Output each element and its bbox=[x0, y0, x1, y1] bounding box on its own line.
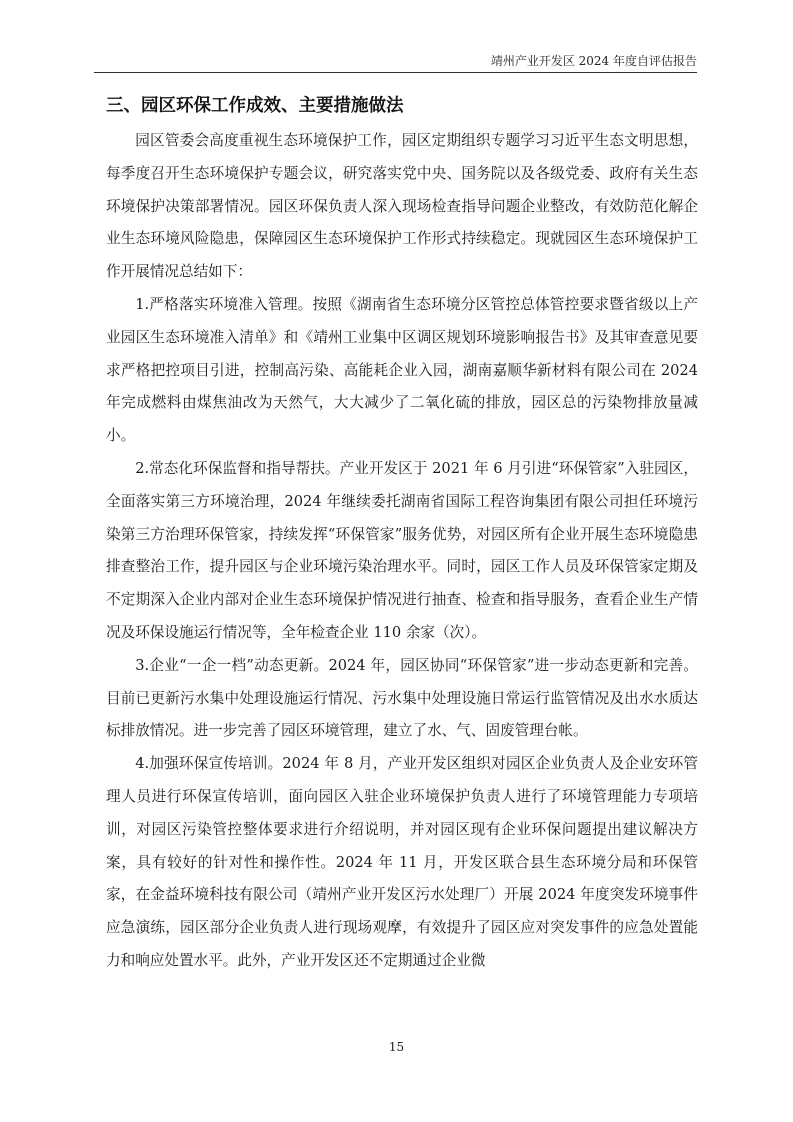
header-title: 靖州产业开发区 2024 年度自评估报告 bbox=[490, 54, 697, 68]
paragraph-supervision-guidance: 2.常态化环保监督和指导帮扶。产业开发区于 2021 年 6 月引进“环保管家”入驻园区，全面落实第三方环境治理，2024 年继续委托湖南省国际工程咨询集团有限公司担任环境污染第三方治理环保管家，持续发挥“环保管家”服务优势，对园区所有企业开展生态环境隐患排查整治工作，提升园区与企业环境污染治理水平。同时，园区工作人员及环保管家定期及不定期深入企业内部对企业生态环境保护情况进行抽查、检查和指导服务，查看企业生产情况及环保设施运行情况等，全年检查企业 110 余家（次）。 bbox=[106, 459, 698, 641]
page-header bbox=[94, 52, 697, 73]
paragraph-environmental-access: 1.严格落实环境准入管理。按照《湖南省生态环境分区管控总体管控要求暨省级以上产业园区生态环境准入清单》和《靖州工业集中区调区规划环境影响报告书》及其审查意见要求严格把控项目引进，控制高污染、高能耗企业入园，湖南嘉顺华新材料有限公司在 2024 年完成燃料由煤焦油改为天然气，大大减少了二氧化硫的排放，园区总的污染物排放量减小。 bbox=[106, 295, 698, 445]
intro-paragraph: 园区管委会高度重视生态环境保护工作，园区定期组织专题学习习近平生态文明思想，每季度召开生态环境保护专题会议，研究落实党中央、国务院以及各级党委、政府有关生态环境保护决策部署情况。园区环保负责人深入现场检查指导问题企业整改，有效防范化解企业生态环境风险隐患，保障园区生态环境保护工作形式持续稳定。现就园区生态环境保护工作开展情况总结如下： bbox=[106, 132, 698, 281]
section-title: 三、园区环保工作成效、主要措施做法 bbox=[106, 96, 404, 116]
paragraph-training: 4.加强环保宣传培训。2024 年 8 月，产业开发区组织对园区企业负责人及企业安环管理人员进行环保宣传培训，面向园区入驻企业环境保护负责人进行了环境管理能力专项培训，对园区污染管控整体要求进行介绍说明，并对园区现有企业环保问题提出建议解决方案，具有较好的针对性和操作性。2024 年 11 月，开发区联合县生态环境分局和环保管家，在金益环境科技有限公司（靖州产业开发区污水处理厂）开展 2024 年度突发环境事件应急演练，园区部分企业负责人进行现场观摩，有效提升了园区应对突发事件的应急处置能力和响应处置水平。此外，产业开发区还不定期通过企业微 bbox=[106, 755, 698, 969]
page-number: 15 bbox=[388, 1040, 405, 1054]
paragraph-enterprise-archive: 3.企业“一企一档”动态更新。2024 年，园区协同“环保管家”进一步动态更新和完善。目前已更新污水集中处理设施运行情况、污水集中处理设施日常运行监管情况及出水水质达标排放情况。进一步完善了园区环境管理，建立了水、气、固废管理台帐。 bbox=[106, 656, 698, 740]
body-text bbox=[106, 125, 698, 978]
